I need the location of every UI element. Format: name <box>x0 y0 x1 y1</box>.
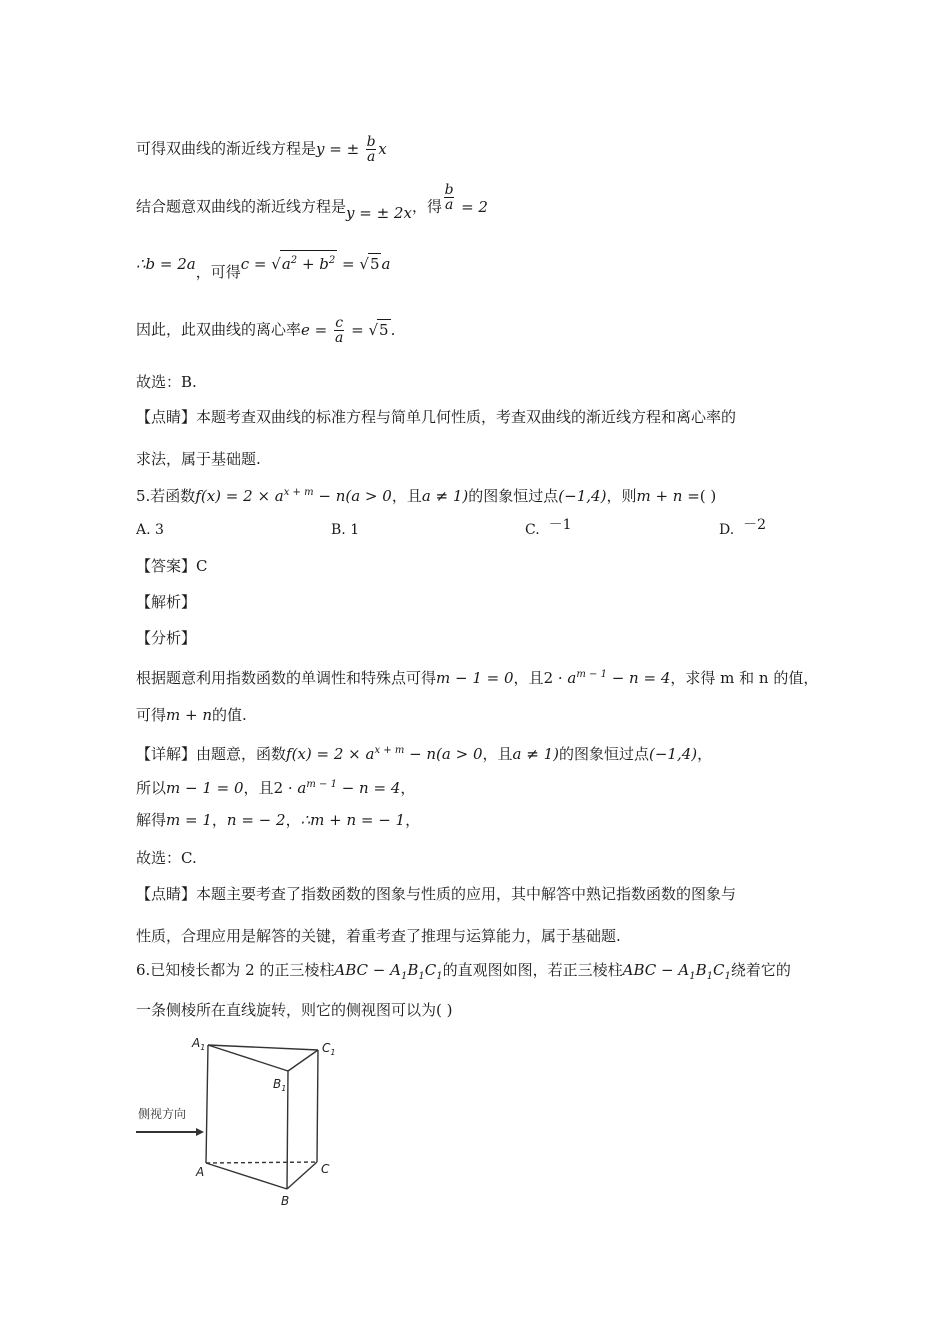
text: 所以 <box>136 779 167 797</box>
formula-e: e = $\frac{c}{a}$ = √5 . <box>301 315 396 346</box>
text: 可得双曲线的渐近线方程是 <box>136 139 317 158</box>
formula-y-2x: y = ± 2x <box>346 203 412 222</box>
line-asymptote-given <box>136 182 488 222</box>
text: ， <box>697 745 713 763</box>
text: 的值. <box>212 706 247 724</box>
line-choose-b: 故选：B. <box>136 373 197 391</box>
text: 根据题意利用指数函数的单调性和特殊点可得 <box>136 669 437 687</box>
option-c-label: C. <box>525 522 540 538</box>
text: ，且 <box>243 779 274 797</box>
text: 的图象恒过点 <box>558 745 649 763</box>
edge-a1b1 <box>208 1045 288 1071</box>
edge-a1a <box>206 1045 208 1163</box>
line-dianjing-4: 性质，合理应用是解答的关键，着重考查了推理与运算能力，属于基础题. <box>136 927 621 945</box>
edge-ab <box>206 1163 287 1189</box>
view-direction-label: 侧视方向 <box>138 1107 187 1121</box>
line-dianjing-3: 【点睛】本题主要考查了指数函数的图象与性质的应用，其中解答中熟记指数函数的图象与 <box>136 885 737 903</box>
formula-b-eq-2a: ∴b = 2a <box>136 255 196 273</box>
text: 5.若函数 <box>136 487 196 505</box>
text: 的图象恒过点 <box>468 487 559 505</box>
option-d-label: D. <box>719 522 735 538</box>
line-analysis-2: 可得m + n的值. <box>136 706 247 724</box>
edge-c1c <box>317 1050 318 1162</box>
text: ，求得 m 和 n 的值， <box>670 669 819 687</box>
line-asymptote-derived <box>136 135 387 164</box>
label-a: A <box>196 1165 205 1179</box>
text: 绕着它的 <box>730 961 791 979</box>
text: 可得 <box>136 706 167 724</box>
formula-asymptote: y = ± $\frac{b}{a}$ x <box>316 134 387 165</box>
line-dianjing-2: 求法，属于基础题. <box>136 450 261 468</box>
question-5: 5.若函数$f(x) = 2 \times a^{x + m} - n(a > 0$，且a ≠ 1)的图象恒过点(−1,4)，则m + n =( ) <box>136 487 717 505</box>
text: ，可得 <box>195 263 241 281</box>
edge-b1b <box>287 1071 288 1189</box>
option-b: B. 1 <box>331 522 360 538</box>
line-choose-c: 故选：C. <box>136 849 197 867</box>
label-b1: $B_1$ <box>273 1077 287 1093</box>
question-6-line-2 <box>136 1000 453 1020</box>
text: ， <box>400 779 416 797</box>
arrow-head-icon <box>196 1128 204 1136</box>
text: 6.已知棱长都为 2 的正三棱柱 <box>136 961 335 979</box>
line-so: 所以m − 1 = 0，且$2 \cdot a^{m - 1} - n = 4$， <box>136 779 416 797</box>
edge-ac-hidden <box>206 1162 317 1163</box>
option-c <box>525 517 572 540</box>
option-d <box>719 517 767 540</box>
line-analysis-1: 根据题意利用指数函数的单调性和特殊点可得m − 1 = 0，且$2 \cdot a^{m - 1} - n = 4$，求得 m 和 n 的值， <box>136 669 819 687</box>
line-dianjing-1: 【点睛】本题考查双曲线的标准方程与简单几何性质，考查双曲线的渐近线方程和离心率的 <box>136 408 737 426</box>
label-a1: $A_1$ <box>192 1036 206 1052</box>
label-b: B <box>281 1194 290 1208</box>
question-6-line-1: 6.已知棱长都为 2 的正三棱柱ABC − $A_1B_1C_1$的直观图如图，若正三棱柱ABC − $A_1B_1C_1$绕着它的 <box>136 961 791 982</box>
text: 解得 <box>136 811 167 829</box>
formula-b-over-a: $\frac{b}{a}$ = 2 <box>444 182 488 216</box>
text: 的直观图如图，若正三棱柱 <box>442 961 623 979</box>
formula-c: $c = √a^2 + b^2 = √5$ a <box>241 255 391 273</box>
label-c: C <box>321 1162 330 1176</box>
text: ，则 <box>606 487 637 505</box>
line-eccentricity <box>136 316 395 345</box>
edge-b1c1 <box>288 1050 318 1071</box>
edge-bc <box>287 1162 317 1189</box>
option-d-value: －2 <box>743 517 767 533</box>
label-c1: $C_1$ <box>322 1041 336 1057</box>
edge-a1c1 <box>208 1045 318 1050</box>
text: ( ) <box>436 1001 453 1019</box>
text: 【详解】由题意，函数 <box>136 745 287 763</box>
prism-figure <box>130 1035 350 1210</box>
text: ( ) <box>699 487 717 505</box>
text: ，且 <box>513 669 544 687</box>
prism-edges <box>206 1045 318 1189</box>
line-detail: 【详解】由题意，函数$f(x) = 2 \times a^{x + m} - n(a > 0$，且a ≠ 1)的图象恒过点(−1,4)， <box>136 745 713 763</box>
text: 结合题意双曲线的渐近线方程是 <box>136 197 347 216</box>
text: 一条侧棱所在直线旋转，则它的侧视图可以为 <box>136 1001 437 1019</box>
line-solve: 解得m = 1，n = − 2，∴m + n = − 1， <box>136 811 421 829</box>
text: ，得 <box>411 197 442 216</box>
line-answer: 【答案】C <box>136 557 208 575</box>
option-c-value: －1 <box>548 517 572 533</box>
line-fenxi: 【分析】 <box>136 629 197 647</box>
line-analysis: 【解析】 <box>136 593 197 611</box>
text: 因此，此双曲线的离心率 <box>136 320 302 339</box>
formula-f: $f(x) = 2 \times a^{x + m} - n(a > 0$ <box>195 487 392 505</box>
line-b-2a <box>136 250 391 281</box>
option-a: A. 3 <box>136 522 164 538</box>
